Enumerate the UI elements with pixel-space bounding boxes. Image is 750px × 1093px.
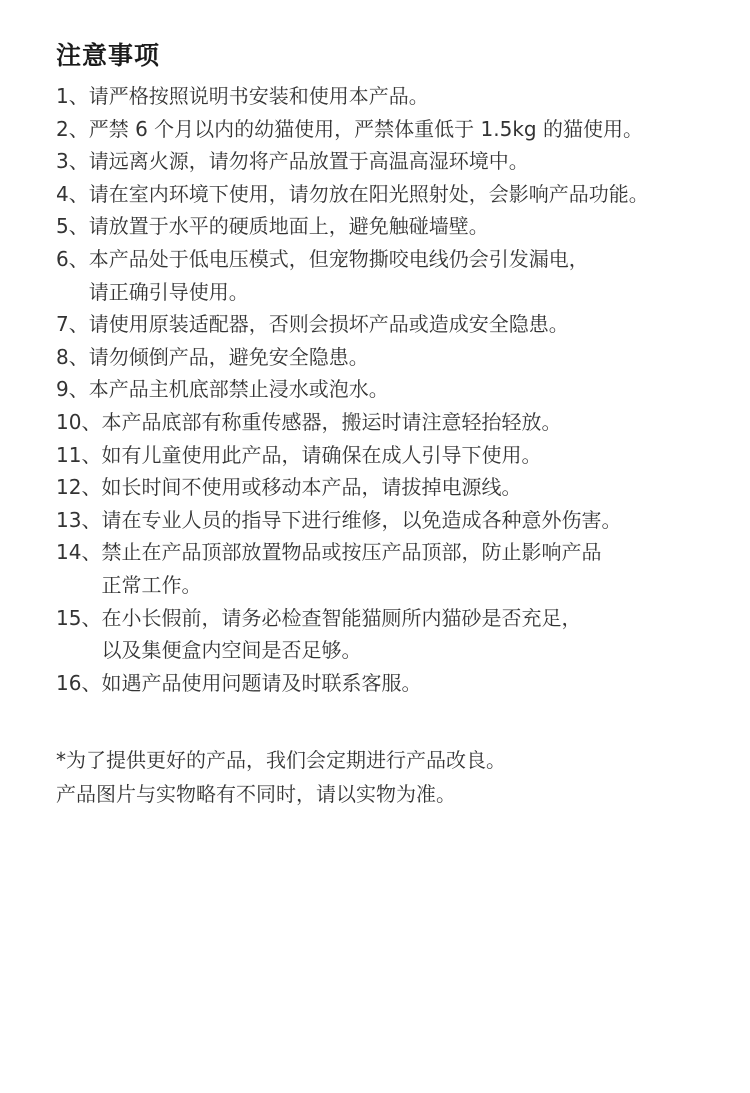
list-item-line: 请远离火源，请勿将产品放置于高温高湿环境中。 — [88, 149, 529, 174]
precautions-document — [56, 38, 736, 811]
list-item — [56, 80, 736, 113]
list-item-line: 如有儿童使用此产品，请确保在成人引导下使用。 — [101, 442, 542, 467]
list-item — [56, 439, 736, 472]
list-item-line: 请勿倾倒产品，避免安全隐患。 — [88, 344, 369, 369]
list-item-text — [89, 243, 589, 308]
list-item-line: 请正确引导使用。 — [88, 279, 249, 304]
list-item-number: 16、 — [56, 670, 102, 695]
footnotes — [56, 743, 736, 811]
list-item-line: 请在专业人员的指导下进行维修，以免造成各种意外伤害。 — [101, 507, 622, 532]
list-item-text — [101, 602, 581, 667]
list-item-line: 严禁 6 个月以内的幼猫使用，严禁体重低于 1.5kg 的猫使用。 — [88, 116, 643, 141]
list-item-line: 如长时间不使用或移动本产品，请拔掉电源线。 — [101, 475, 522, 500]
list-item — [56, 243, 736, 308]
list-item-text — [89, 178, 649, 211]
list-item — [56, 504, 736, 537]
list-item-line: 禁止在产品顶部放置物品或按压产品顶部，防止影响产品 — [101, 540, 602, 565]
list-item-text — [89, 308, 569, 341]
list-item-text — [101, 504, 621, 537]
list-item-line: 请使用原装适配器，否则会损坏产品或造成安全隐患。 — [88, 312, 569, 337]
list-item-line: 在小长假前，请务必检查智能猫厕所内猫砂是否充足， — [101, 605, 582, 630]
page-title: 注意事项 — [56, 41, 161, 70]
list-item-number: 11、 — [56, 442, 102, 467]
list-item — [56, 406, 736, 439]
list-item-number: 2、 — [56, 116, 89, 141]
list-item-number: 3、 — [56, 149, 89, 174]
list-item — [56, 113, 736, 146]
list-item-text — [89, 373, 389, 406]
list-item-text — [89, 210, 489, 243]
list-item-line: 如遇产品使用问题请及时联系客服。 — [101, 670, 422, 695]
list-item-text — [101, 667, 421, 700]
precautions-list — [56, 80, 736, 699]
list-item-number: 4、 — [56, 181, 89, 206]
list-item-number: 8、 — [56, 344, 89, 369]
list-item-number: 9、 — [56, 377, 89, 402]
list-item — [56, 210, 736, 243]
list-item-text — [101, 471, 521, 504]
list-item-text — [89, 113, 643, 146]
list-item — [56, 373, 736, 406]
list-item-line: 请放置于水平的硬质地面上，避免触碰墙壁。 — [88, 214, 489, 239]
list-item-number: 7、 — [56, 312, 89, 337]
list-item-number: 5、 — [56, 214, 89, 239]
footnote-line: 产品图片与实物略有不同时，请以实物为准。 — [56, 782, 456, 807]
list-item — [56, 145, 736, 178]
list-item-number: 12、 — [56, 475, 102, 500]
list-item-line: 正常工作。 — [101, 572, 202, 597]
list-item-number: 14、 — [56, 540, 102, 565]
list-item-number: 13、 — [56, 507, 102, 532]
list-item — [56, 602, 736, 667]
list-item — [56, 667, 736, 700]
list-item — [56, 308, 736, 341]
list-item-number: 15、 — [56, 605, 102, 630]
list-item-number: 6、 — [56, 246, 89, 271]
list-item-text — [89, 80, 429, 113]
list-item-line: 请严格按照说明书安装和使用本产品。 — [88, 84, 429, 108]
list-item-line: 请在室内环境下使用，请勿放在阳光照射处，会影响产品功能。 — [88, 181, 649, 206]
list-item-text — [89, 145, 529, 178]
list-item-number: 10、 — [56, 409, 102, 434]
list-item-number: 1、 — [56, 84, 89, 108]
list-item — [56, 178, 736, 211]
list-item — [56, 536, 736, 601]
list-item-text — [101, 439, 541, 472]
list-item-line: 本产品主机底部禁止浸水或泡水。 — [88, 377, 389, 402]
list-item-text — [89, 341, 369, 374]
list-item — [56, 471, 736, 504]
list-item-line: 以及集便盒内空间是否足够。 — [101, 638, 362, 663]
list-item-line: 本产品处于低电压模式，但宠物撕咬电线仍会引发漏电， — [88, 246, 589, 271]
list-item-text — [101, 536, 601, 601]
list-item-line: 本产品底部有称重传感器，搬运时请注意轻抬轻放。 — [101, 409, 562, 434]
list-item-text — [101, 406, 561, 439]
list-item — [56, 341, 736, 374]
footnote-line: *为了提供更好的产品，我们会定期进行产品改良。 — [56, 748, 506, 773]
